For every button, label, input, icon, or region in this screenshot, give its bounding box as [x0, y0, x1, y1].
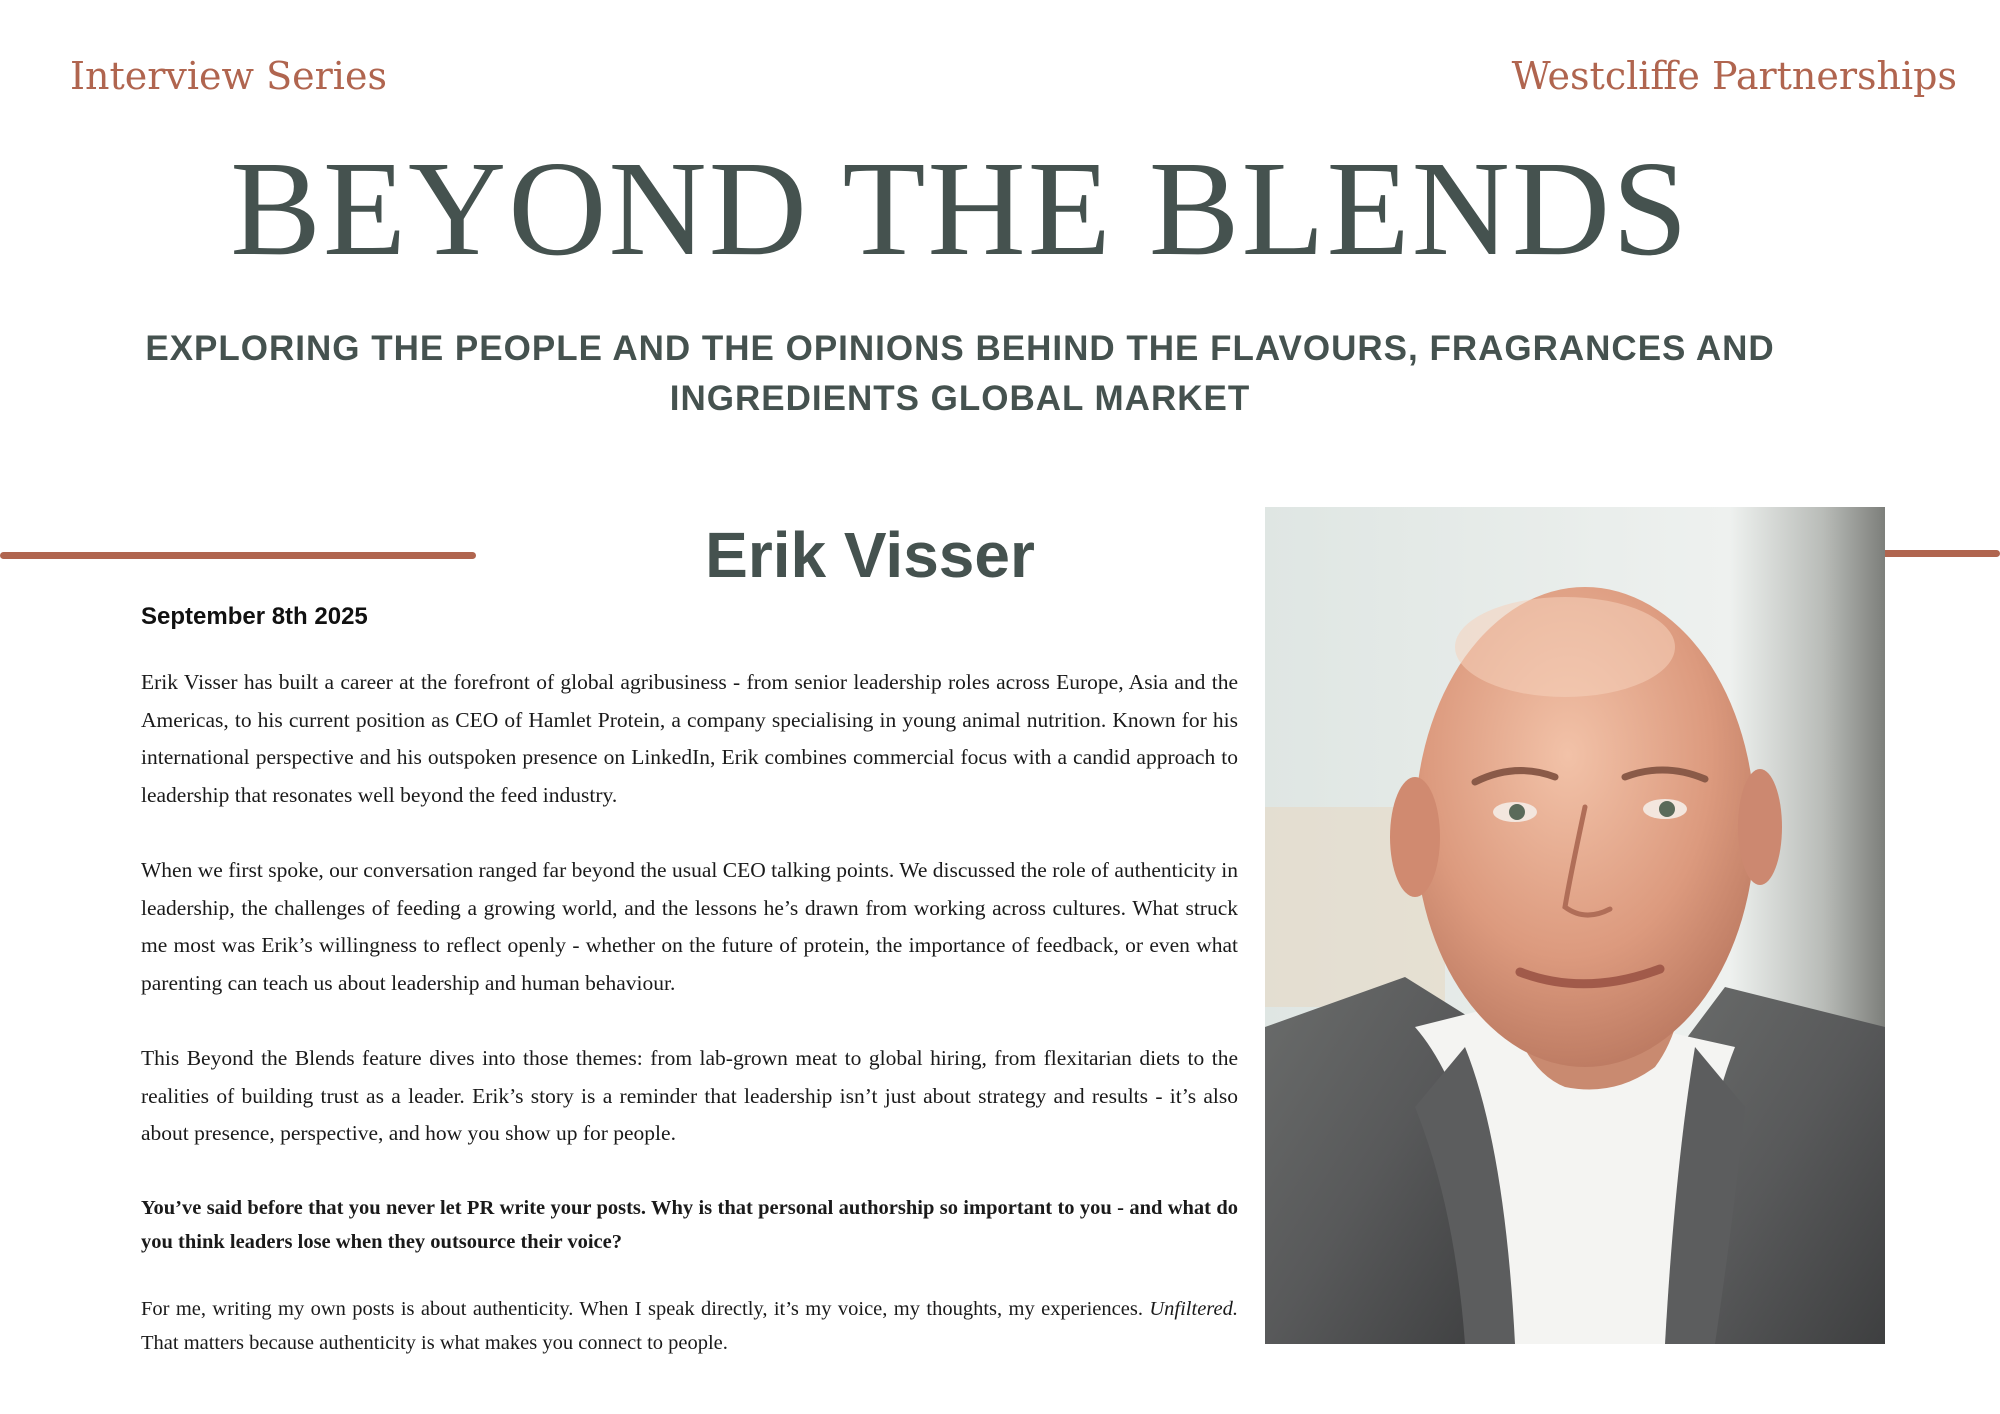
intro-paragraph: When we first spoke, our conversation ranged far beyond the usual CEO talking points. We discussed the role of authenticity in leadership, the challenges of feeding a growing world, and the lessons he’s drawn from working across cultures. What struck me most was Erik’s willingness to reflect openly - whether on the future of protein, the importance of feedback, or even what parenting can teach us about leadership and human behaviour.: [141, 858, 1238, 995]
accent-rule-right: [1870, 550, 2000, 557]
company-name: Westcliffe Partnerships: [1511, 54, 1957, 98]
portrait-photo: [1265, 507, 1885, 1344]
series-label: Interview Series: [70, 54, 387, 98]
answer-end: That matters because authenticity is what makes you connect to people.: [141, 1331, 728, 1354]
article-body: [141, 664, 1238, 1360]
interview-date: September 8th 2025: [141, 603, 368, 630]
interview-answer: [141, 1292, 1238, 1360]
intro-paragraph: Erik Visser has built a career at the forefront of global agribusiness - from senior leadership roles across Europe, Asia and the Americas, to his current position as CEO of Hamlet Protein, a company specialising in young animal nutrition. Known for his international perspective and his outspoken presence on LinkedIn, Erik combines commercial focus with a candid approach to leadership that resonates well beyond the feed industry.: [141, 670, 1238, 807]
accent-rule-left: [0, 552, 476, 559]
portrait-illustration: [1265, 507, 1885, 1344]
intro-paragraph: This Beyond the Blends feature dives into those themes: from lab-grown meat to global hiring, from flexitarian diets to the realities of building trust as a leader. Erik’s story is a reminder that leadership isn’t just about strategy and results - it’s also about presence, perspective, and how you show up for people.: [141, 1046, 1238, 1145]
answer-start: For me, writing my own posts is about authenticity. When I speak directly, it’s my voice, my thoughts, my experiences.: [141, 1297, 1143, 1320]
page-title: BEYOND THE BLENDS: [230, 134, 1690, 284]
page-subtitle: EXPLORING THE PEOPLE AND THE OPINIONS BEHIND THE FLAVOURS, FRAGRANCES AND INGREDIENTS GLOBAL MARKET: [145, 329, 1775, 418]
interviewee-name: Erik Visser: [705, 519, 1035, 591]
answer-italic: Unfiltered.: [1149, 1297, 1238, 1320]
interview-question: You’ve said before that you never let PR write your posts. Why is that personal authorship so important to you - and what do you think leaders lose when they outsource their voice?: [141, 1196, 1238, 1253]
